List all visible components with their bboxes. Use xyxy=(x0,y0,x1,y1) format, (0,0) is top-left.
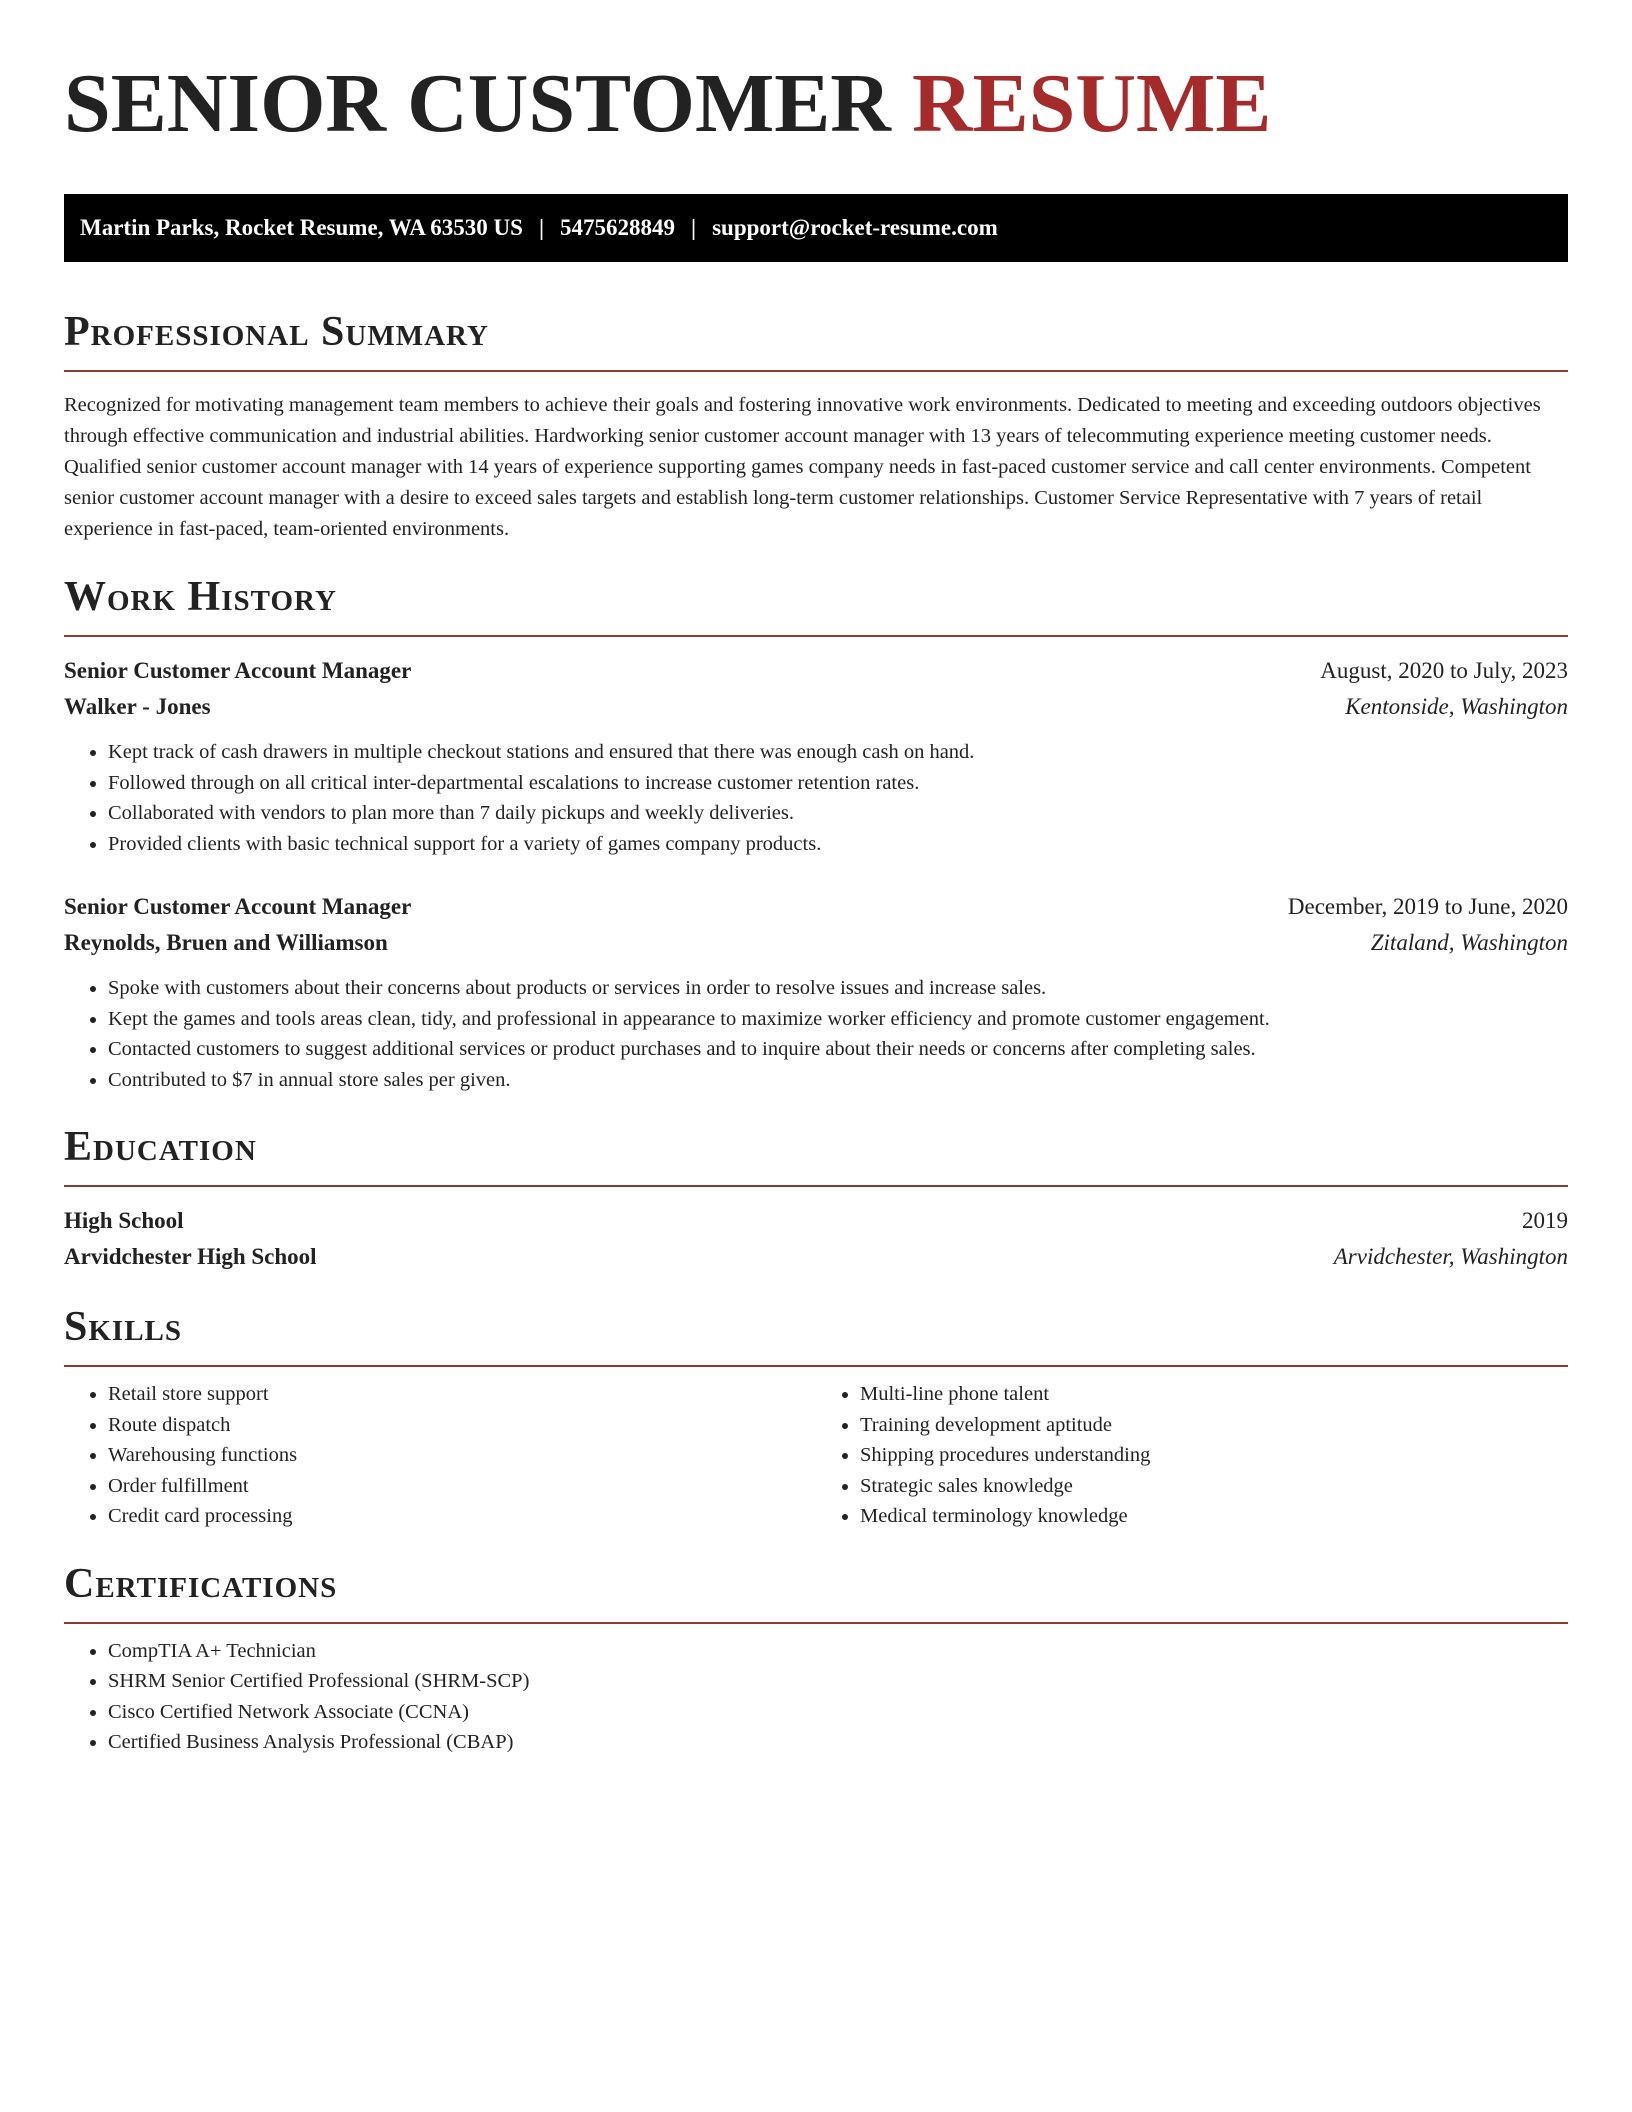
section-divider xyxy=(64,1365,1568,1367)
skill-item: • Shipping procedures understanding xyxy=(860,1440,1568,1471)
skills-heading: Skills xyxy=(64,1304,183,1350)
job-title: Senior Customer Account Manager xyxy=(64,658,412,683)
title-accent: RESUME xyxy=(911,57,1272,150)
section-divider xyxy=(64,635,1568,637)
work-history-section xyxy=(64,571,1568,1095)
contact-separator: | xyxy=(691,215,697,240)
education-location: Arvidchester, Washington xyxy=(1333,1244,1568,1269)
job-bullets xyxy=(64,737,1568,859)
certifications-section xyxy=(64,1558,1568,1758)
job-bullet: • Collaborated with vendors to plan more than 7 daily pickups and weekly deliveries. xyxy=(108,798,1568,829)
skills-columns xyxy=(64,1379,1568,1532)
job-bullet: • Kept track of cash drawers in multiple checkout stations and ensured that there was enough cash on hand. xyxy=(108,737,1568,768)
section-divider xyxy=(64,1185,1568,1187)
skill-item: • Warehousing functions xyxy=(108,1440,816,1471)
summary-section xyxy=(64,306,1568,545)
skills-list-left xyxy=(64,1379,816,1532)
contact-separator: | xyxy=(538,215,545,240)
section-divider xyxy=(64,1622,1568,1624)
job-company: Reynolds, Bruen and Williamson xyxy=(64,930,388,955)
work-history-heading: Work History xyxy=(64,574,337,620)
job-company: Walker - Jones xyxy=(64,694,211,719)
education-heading: Education xyxy=(64,1124,257,1170)
job-title: Senior Customer Account Manager xyxy=(64,894,412,919)
title-main: SENIOR CUSTOMER xyxy=(64,57,891,150)
contact-address: Martin Parks, Rocket Resume, WA 63530 US xyxy=(80,215,523,240)
job-bullet: • Contacted customers to suggest additional services or product purchases and to inquire about their needs or concerns after completing sales. xyxy=(108,1034,1568,1065)
skill-item: • Order fulfillment xyxy=(108,1471,816,1502)
job-title-row xyxy=(64,889,1568,925)
resume-title xyxy=(64,56,1568,152)
certifications-list xyxy=(64,1636,1568,1758)
skill-item: • Medical terminology knowledge xyxy=(860,1501,1568,1532)
job-title-row xyxy=(64,653,1568,689)
job-bullet: • Spoke with customers about their concerns about products or services in order to resolve issues and increase sales. xyxy=(108,973,1568,1004)
summary-heading: Professional Summary xyxy=(64,309,489,355)
job-bullet: • Provided clients with basic technical support for a variety of games company products. xyxy=(108,829,1568,860)
contact-bar xyxy=(64,194,1568,262)
education-degree-row xyxy=(64,1203,1568,1239)
section-divider xyxy=(64,370,1568,372)
education-school: Arvidchester High School xyxy=(64,1244,317,1269)
job-bullet: • Contributed to $7 in annual store sales per given. xyxy=(108,1065,1568,1096)
education-year: 2019 xyxy=(1522,1208,1568,1233)
job-entry xyxy=(64,653,1568,859)
job-entry xyxy=(64,889,1568,1095)
job-company-row xyxy=(64,925,1568,961)
contact-email: support@rocket-resume.com xyxy=(712,215,998,240)
job-company-row xyxy=(64,689,1568,725)
job-dates: December, 2019 to June, 2020 xyxy=(1287,894,1568,919)
skills-section xyxy=(64,1301,1568,1532)
job-bullets xyxy=(64,973,1568,1095)
certification-item: • Cisco Certified Network Associate (CCNA) xyxy=(108,1697,1568,1728)
education-school-row xyxy=(64,1239,1568,1275)
skill-item: • Credit card processing xyxy=(108,1501,816,1532)
education-section xyxy=(64,1121,1568,1275)
skill-item: • Multi-line phone talent xyxy=(860,1379,1568,1410)
certification-item: • Certified Business Analysis Professional (CBAP) xyxy=(108,1727,1568,1758)
job-dates: August, 2020 to July, 2023 xyxy=(1320,658,1568,683)
skill-item: • Route dispatch xyxy=(108,1410,816,1441)
job-location: Zitaland, Washington xyxy=(1370,930,1568,955)
job-location: Kentonside, Washington xyxy=(1345,694,1568,719)
certifications-heading: Certifications xyxy=(64,1560,338,1607)
certification-item: • SHRM Senior Certified Professional (SHRM-SCP) xyxy=(108,1666,1568,1697)
contact-phone: 5475628849 xyxy=(560,215,676,240)
skills-list-right xyxy=(816,1379,1568,1532)
summary-text: Recognized for motivating management team members to achieve their goals and fostering innovative work environments. Dedicated to meeting and exceeding outdoors objectives through effective communication and industrial abilities. Hardworking senior customer account manager with 13 years of telecommuting experience meeting customer needs. Qualified senior customer account manager with 14 years of experience supporting games company needs in fast-paced customer service and call center environments. Competent senior customer account manager with a desire to exceed sales targets and establish long-term customer relationships. Customer Service Representative with 7 years of retail experience in fast-paced, team-oriented environments. xyxy=(64,394,1541,540)
education-entry xyxy=(64,1203,1568,1275)
job-bullet: • Kept the games and tools areas clean, tidy, and professional in appearance to maximize worker efficiency and promote customer engagement. xyxy=(108,1004,1568,1035)
skill-item: • Training development aptitude xyxy=(860,1410,1568,1441)
education-degree: High School xyxy=(64,1208,184,1233)
job-bullet: • Followed through on all critical inter-departmental escalations to increase customer retention rates. xyxy=(108,768,1568,799)
certification-item: • CompTIA A+ Technician xyxy=(108,1636,1568,1667)
skill-item: • Strategic sales knowledge xyxy=(860,1471,1568,1502)
skill-item: • Retail store support xyxy=(108,1379,816,1410)
